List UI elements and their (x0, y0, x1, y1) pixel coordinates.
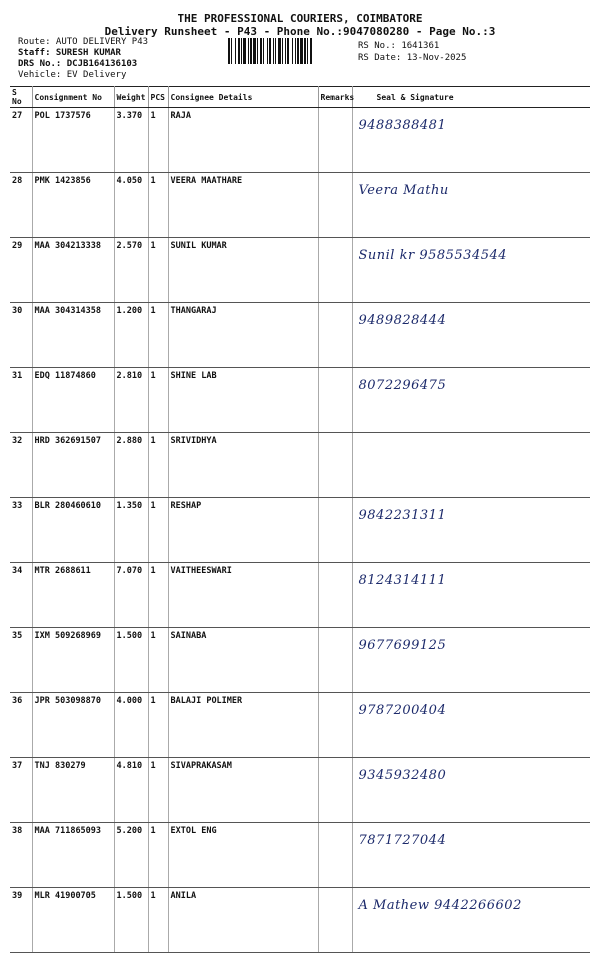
cell-weight: 2.570 (114, 238, 148, 303)
cell-consignment: MAA 711865093 (32, 823, 114, 888)
cell-remarks (318, 693, 352, 758)
table-row (10, 108, 590, 173)
handwritten-signature: 9488388481 (358, 118, 447, 133)
cell-consignee: RAJA (168, 108, 318, 173)
cell-weight: 1.500 (114, 888, 148, 953)
cell-signature (352, 563, 590, 628)
cell-weight: 1.500 (114, 628, 148, 693)
runsheet-meta-left (18, 37, 148, 81)
handwritten-signature: 8072296475 (358, 378, 447, 393)
delivery-table (10, 86, 590, 953)
cell-pcs: 1 (148, 758, 168, 823)
cell-weight: 4.810 (114, 758, 148, 823)
cell-signature (352, 498, 590, 563)
cell-weight: 4.000 (114, 693, 148, 758)
cell-remarks (318, 823, 352, 888)
cell-weight: 4.050 (114, 173, 148, 238)
runsheet-meta-right (358, 40, 466, 64)
cell-signature (352, 433, 590, 498)
cell-signature (352, 368, 590, 433)
cell-signature (352, 758, 590, 823)
cell-remarks (318, 758, 352, 823)
table-row (10, 563, 590, 628)
table-row (10, 238, 590, 303)
cell-weight: 7.070 (114, 563, 148, 628)
table-row (10, 368, 590, 433)
cell-consignment: POL 1737576 (32, 108, 114, 173)
cell-consignee: VAITHEESWARI (168, 563, 318, 628)
table-row (10, 823, 590, 888)
cell-consignment: MLR 41900705 (32, 888, 114, 953)
cell-signature (352, 628, 590, 693)
cell-consignee: SIVAPRAKASAM (168, 758, 318, 823)
cell-signature (352, 108, 590, 173)
col-header-seal: Seal & Signature (352, 87, 590, 108)
col-header-weight: Weight (114, 87, 148, 108)
col-header-pcs: PCS (148, 87, 168, 108)
cell-pcs: 1 (148, 693, 168, 758)
cell-signature (352, 173, 590, 238)
cell-consignee: SRIVIDHYA (168, 433, 318, 498)
handwritten-signature: 9677699125 (358, 638, 447, 653)
cell-sno: 27 (10, 108, 32, 173)
cell-weight: 1.350 (114, 498, 148, 563)
handwritten-signature: A Mathew 9442266602 (358, 898, 522, 913)
cell-consignment: MTR 2688611 (32, 563, 114, 628)
cell-consignee: RESHAP (168, 498, 318, 563)
cell-pcs: 1 (148, 628, 168, 693)
cell-remarks (318, 303, 352, 368)
company-title: THE PROFESSIONAL COURIERS, COIMBATORE (177, 12, 423, 25)
cell-pcs: 1 (148, 303, 168, 368)
handwritten-signature: 7871727044 (358, 833, 447, 848)
cell-sno: 36 (10, 693, 32, 758)
cell-sno: 32 (10, 433, 32, 498)
cell-consignment: MAA 304213338 (32, 238, 114, 303)
handwritten-signature: Veera Mathu (358, 183, 449, 198)
cell-consignment: JPR 503098870 (32, 693, 114, 758)
rs-number: RS No.: 1641361 (358, 41, 440, 51)
col-header-consignee: Consignee Details (168, 87, 318, 108)
handwritten-signature: 9787200404 (358, 703, 447, 718)
route-label: Route: AUTO DELIVERY P43 (18, 37, 149, 47)
handwritten-signature: 8124314111 (358, 573, 447, 588)
table-row (10, 173, 590, 238)
table-row (10, 498, 590, 563)
cell-pcs: 1 (148, 433, 168, 498)
cell-consignment: IXM 509268969 (32, 628, 114, 693)
cell-weight: 3.370 (114, 108, 148, 173)
cell-sno: 31 (10, 368, 32, 433)
cell-consignment: MAA 304314358 (32, 303, 114, 368)
table-row (10, 628, 590, 693)
cell-weight: 2.880 (114, 433, 148, 498)
cell-pcs: 1 (148, 823, 168, 888)
col-header-sno: S No (10, 87, 32, 108)
cell-signature (352, 693, 590, 758)
cell-consignee: BALAJI POLIMER (168, 693, 318, 758)
cell-consignee: SAINABA (168, 628, 318, 693)
cell-sno: 33 (10, 498, 32, 563)
col-header-consignment: Consignment No (32, 87, 114, 108)
cell-sno: 38 (10, 823, 32, 888)
vehicle-label: Vehicle: EV Delivery (18, 70, 127, 80)
cell-consignee: VEERA MAATHARE (168, 173, 318, 238)
cell-remarks (318, 563, 352, 628)
table-row (10, 758, 590, 823)
cell-remarks (318, 888, 352, 953)
table-row (10, 693, 590, 758)
cell-consignment: TNJ 830279 (32, 758, 114, 823)
cell-consignment: EDQ 11874860 (32, 368, 114, 433)
cell-remarks (318, 108, 352, 173)
cell-remarks (318, 433, 352, 498)
cell-sno: 29 (10, 238, 32, 303)
cell-consignee: SHINE LAB (168, 368, 318, 433)
cell-pcs: 1 (148, 173, 168, 238)
cell-consignee: ANILA (168, 888, 318, 953)
cell-signature (352, 238, 590, 303)
cell-remarks (318, 498, 352, 563)
runsheet-subtitle: Delivery Runsheet - P43 - Phone No.:9047080280 - Page No.:3 (104, 25, 496, 38)
cell-sno: 39 (10, 888, 32, 953)
col-header-remarks: Remarks (318, 87, 352, 108)
cell-sno: 35 (10, 628, 32, 693)
cell-pcs: 1 (148, 563, 168, 628)
cell-sno: 28 (10, 173, 32, 238)
cell-remarks (318, 173, 352, 238)
cell-sno: 37 (10, 758, 32, 823)
cell-consignment: HRD 362691507 (32, 433, 114, 498)
cell-weight: 5.200 (114, 823, 148, 888)
cell-signature (352, 303, 590, 368)
barcode (228, 38, 354, 64)
cell-consignee: THANGARAJ (168, 303, 318, 368)
handwritten-signature: 9842231311 (358, 508, 447, 523)
cell-weight: 1.200 (114, 303, 148, 368)
rs-date: RS Date: 13-Nov-2025 (358, 53, 467, 63)
table-row (10, 433, 590, 498)
cell-signature (352, 823, 590, 888)
cell-consignment: BLR 280460610 (32, 498, 114, 563)
cell-remarks (318, 628, 352, 693)
handwritten-signature: Sunil kr 9585534544 (358, 248, 508, 263)
handwritten-signature: 9345932480 (358, 768, 447, 783)
staff-label: Staff: SURESH KUMAR (18, 48, 121, 58)
handwritten-signature: 9489828444 (358, 313, 447, 328)
table-header-row (10, 87, 590, 108)
cell-pcs: 1 (148, 498, 168, 563)
cell-remarks (318, 238, 352, 303)
cell-consignee: EXTOL ENG (168, 823, 318, 888)
cell-weight: 2.810 (114, 368, 148, 433)
cell-pcs: 1 (148, 368, 168, 433)
cell-sno: 30 (10, 303, 32, 368)
cell-pcs: 1 (148, 108, 168, 173)
cell-sno: 34 (10, 563, 32, 628)
cell-signature (352, 888, 590, 953)
table-row (10, 888, 590, 953)
cell-consignee: SUNIL KUMAR (168, 238, 318, 303)
drs-label: DRS No.: DCJB164136103 (18, 59, 138, 69)
table-row (10, 303, 590, 368)
cell-consignment: PMK 1423856 (32, 173, 114, 238)
cell-remarks (318, 368, 352, 433)
cell-pcs: 1 (148, 238, 168, 303)
cell-pcs: 1 (148, 888, 168, 953)
